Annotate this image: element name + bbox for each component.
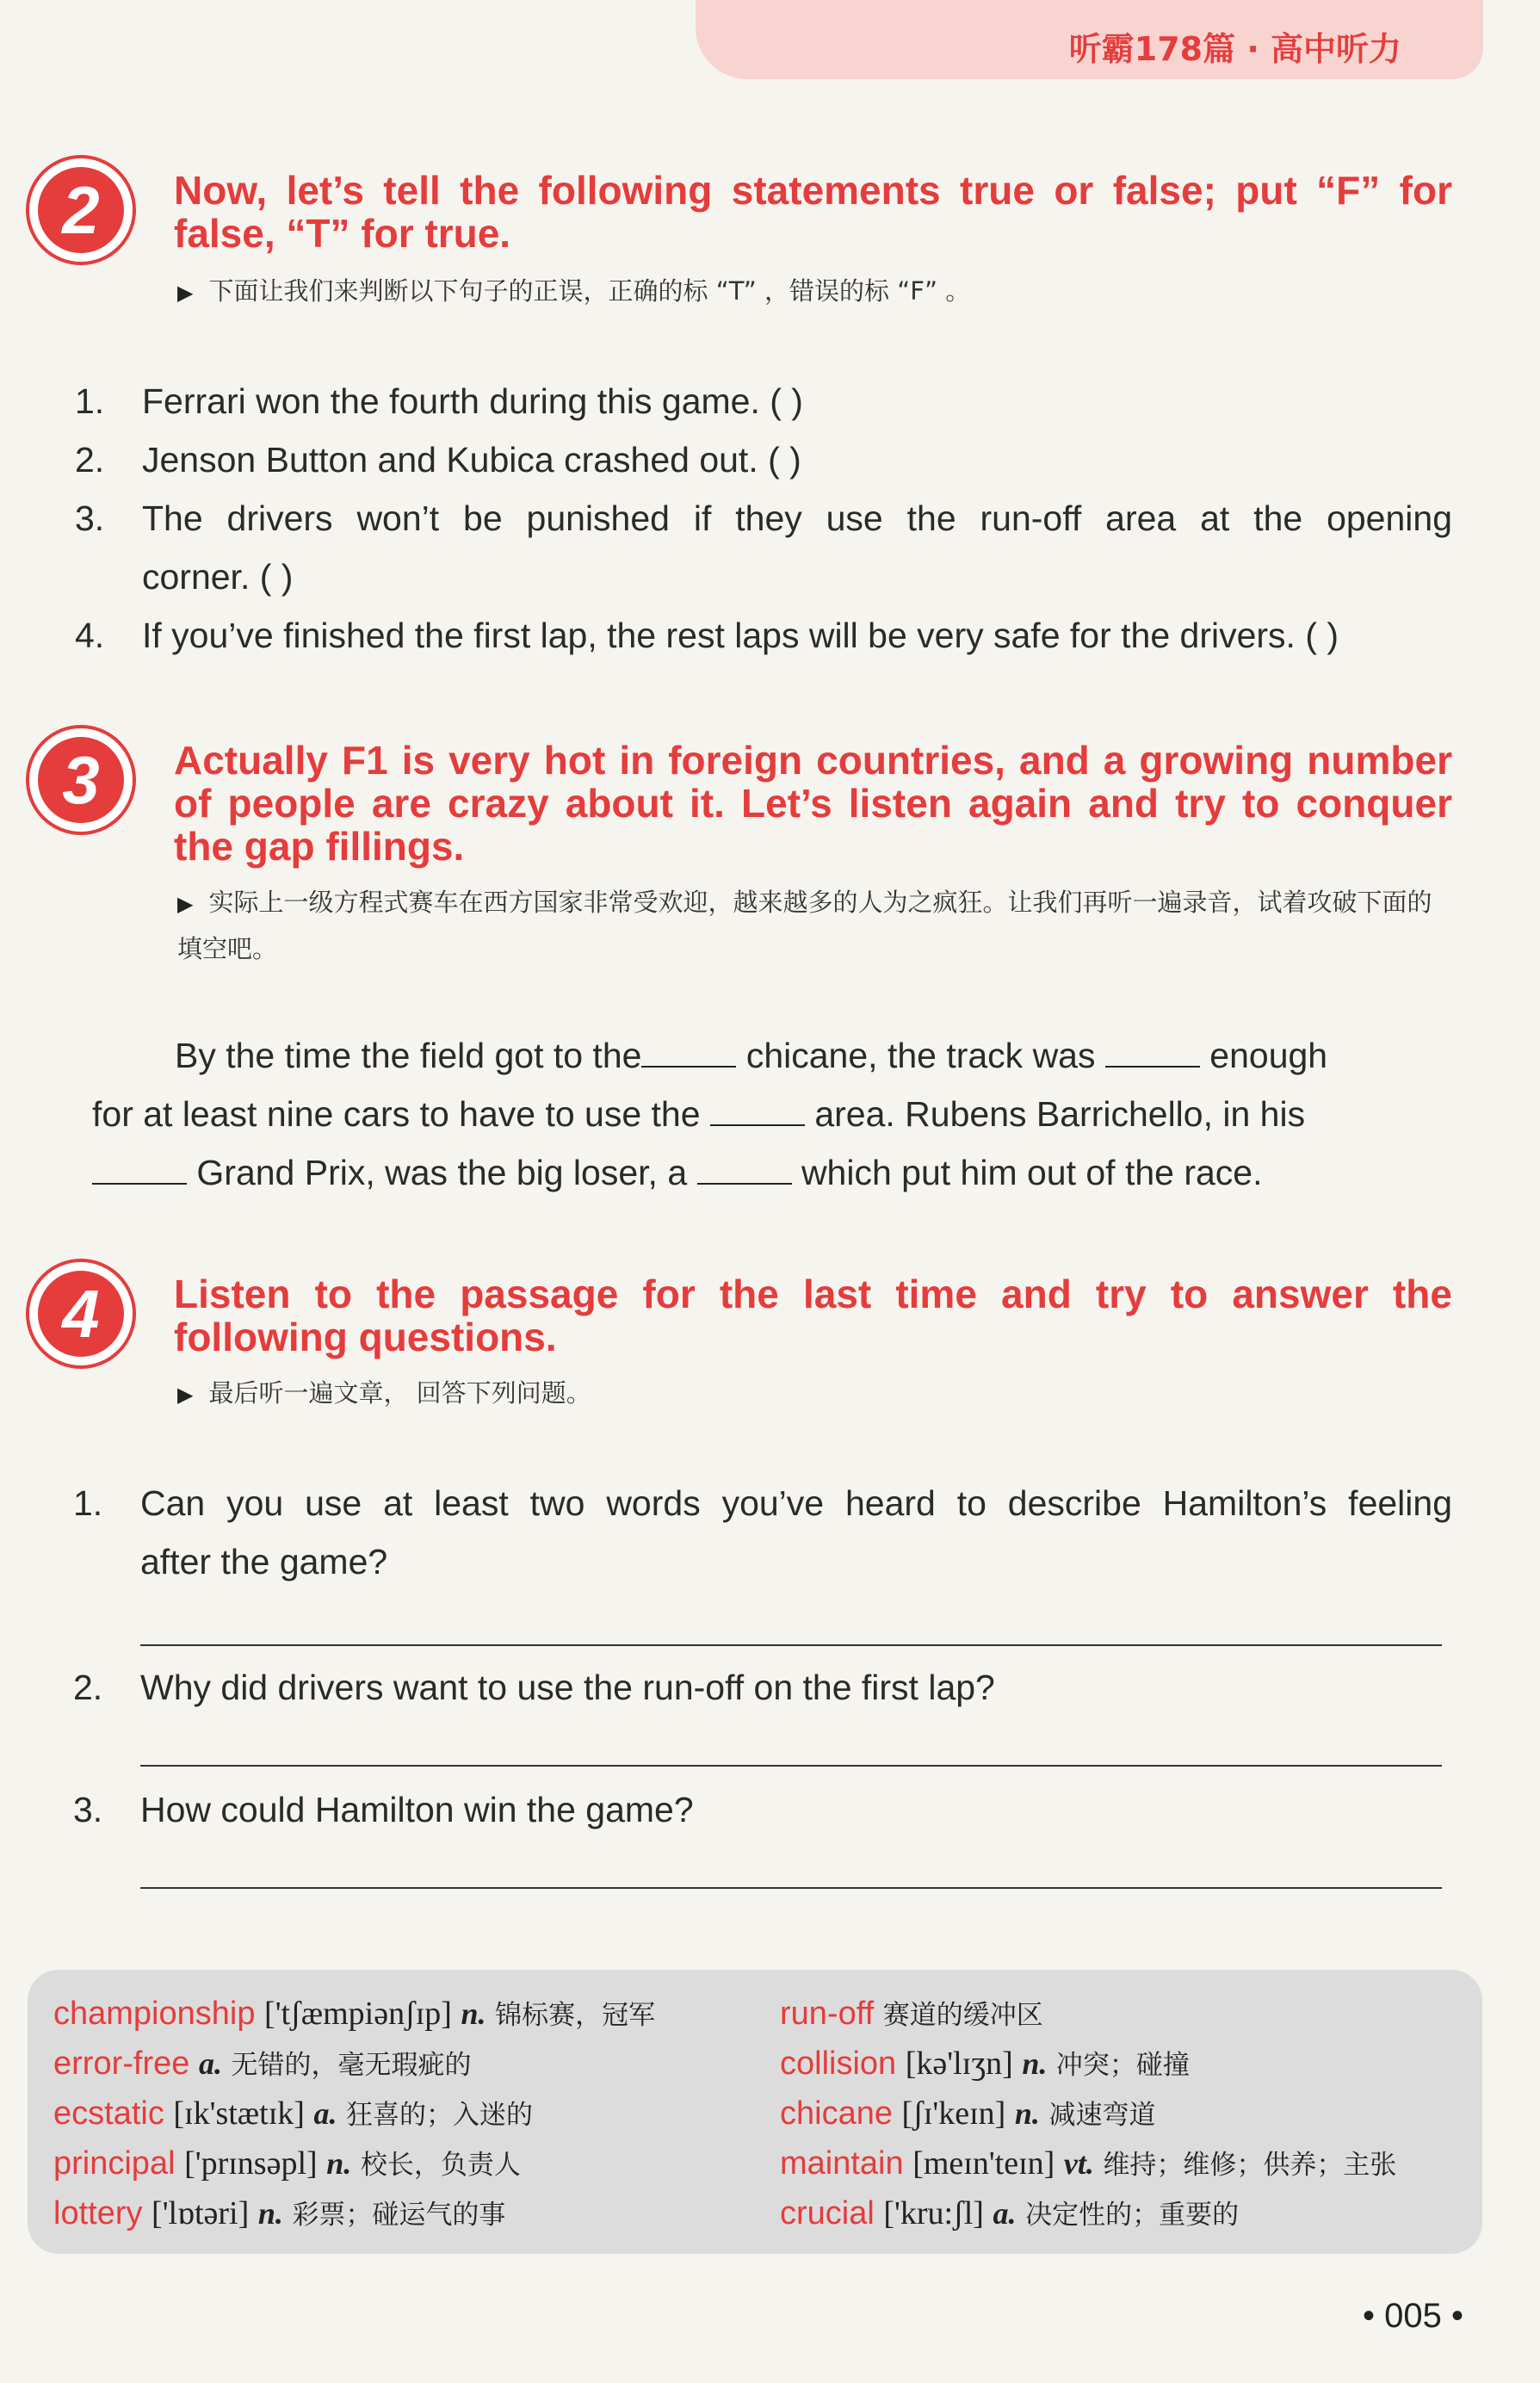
section-subtitle: ▶ 实际上一级方程式赛车在西方国家非常受欢迎，越来越多的人为之疯狂。让我们再听一遍录音，试着攻破下面的填空吧。 bbox=[177, 888, 1432, 963]
section-title: Listen to the passage for the last time and try to answer the following questions. bbox=[174, 1272, 1452, 1359]
section-subtitle: ▶ 最后听一遍文章， 回答下列问题。 bbox=[177, 1378, 591, 1408]
fill-blank[interactable] bbox=[1105, 1065, 1200, 1068]
passage-line: By the time the field got to the chicane, the track was enough bbox=[175, 1036, 1328, 1075]
section-title: Now, let’s tell the following statements true or false; put “F” for false, “T” for true. bbox=[174, 168, 1452, 256]
statement-item: 4. If you’ve finished the first lap, the rest laps will be very safe for the drivers. ( ) bbox=[75, 616, 1339, 655]
vocab-entry: championship ['tʃæmpiənʃɪp] n. 锦标赛，冠军 bbox=[53, 1996, 656, 2032]
section-number: 3 bbox=[38, 737, 124, 823]
answer-line[interactable] bbox=[140, 1765, 1442, 1767]
section-number-badge bbox=[26, 155, 136, 265]
section-number: 2 bbox=[38, 167, 124, 253]
triangle-bullet-icon: ▶ bbox=[177, 892, 194, 916]
section-number: 4 bbox=[38, 1271, 124, 1357]
section-title: Actually F1 is very hot in foreign countries, and a growing number of people are crazy about it. Let’s listen again and try to conquer the gap fillings. bbox=[174, 738, 1452, 869]
section-number-badge bbox=[26, 725, 136, 835]
vocab-entry: run-off 赛道的缓冲区 bbox=[780, 1996, 1043, 2032]
vocab-column-left bbox=[53, 1989, 655, 2238]
section-subtitle: ▶ 下面让我们来判断以下句子的正误，正确的标 “T” ，错误的标 “F” 。 bbox=[177, 276, 971, 306]
page-number: • 005 • bbox=[1363, 2297, 1463, 2335]
fill-blank[interactable] bbox=[697, 1182, 792, 1185]
triangle-bullet-icon: ▶ bbox=[177, 1383, 194, 1407]
statement-item: 1. Ferrari won the fourth during this game. ( ) bbox=[75, 381, 803, 421]
statement-item: 3. The drivers won’t be punished if they use the run-off area at the opening bbox=[75, 498, 1452, 538]
triangle-bullet-icon: ▶ bbox=[177, 281, 194, 305]
vocab-entry: collision [kə'lɪʒn] n. 冲突；碰撞 bbox=[780, 2046, 1190, 2082]
answer-line[interactable] bbox=[140, 1887, 1442, 1889]
section-number-badge bbox=[26, 1259, 136, 1369]
vocab-entry: crucial ['kru:ʃl] a. 决定性的；重要的 bbox=[780, 2195, 1240, 2231]
vocab-entry: maintain [meɪn'teɪn] vt. 维持；维修；供养；主张 bbox=[780, 2145, 1397, 2182]
vocab-entry: ecstatic [ɪk'stætɪk] a. 狂喜的；入迷的 bbox=[53, 2095, 534, 2132]
vocab-entry: lottery ['lɒtəri] n. 彩票；碰运气的事 bbox=[53, 2195, 506, 2231]
question-item-continued: after the game? bbox=[140, 1542, 388, 1581]
question-item: 2. Why did drivers want to use the run-off on the first lap? bbox=[73, 1668, 995, 1707]
vocab-entry: chicane [ʃɪ'keɪn] n. 减速弯道 bbox=[780, 2095, 1156, 2132]
passage-line: Grand Prix, was the big loser, a which put him out of the race. bbox=[92, 1143, 1263, 1202]
vocab-entry: error-free a. 无错的，毫无瑕疵的 bbox=[53, 2046, 472, 2082]
header-tab bbox=[696, 0, 1483, 79]
fill-blank[interactable] bbox=[92, 1182, 187, 1185]
vocab-entry: principal ['prɪnsəpl] n. 校长，负责人 bbox=[53, 2145, 521, 2182]
question-item: 1. Can you use at least two words you’ve heard to describe Hamilton’s feeling bbox=[73, 1483, 1452, 1523]
fill-blank[interactable] bbox=[641, 1065, 736, 1068]
question-item: 3. How could Hamilton win the game? bbox=[73, 1790, 694, 1829]
vocab-column-right bbox=[780, 1989, 1396, 2238]
answer-line[interactable] bbox=[140, 1644, 1442, 1646]
passage-line: for at least nine cars to have to use the area. Rubens Barrichello, in his bbox=[92, 1094, 1306, 1134]
vocabulary-box bbox=[28, 1970, 1482, 2254]
statement-item-continued: corner. ( ) bbox=[142, 557, 294, 597]
statement-item: 2. Jenson Button and Kubica crashed out. ( ) bbox=[75, 440, 801, 480]
fill-blank[interactable] bbox=[710, 1123, 805, 1126]
header-title: 听霸178篇 · 高中听力 bbox=[1068, 30, 1401, 68]
